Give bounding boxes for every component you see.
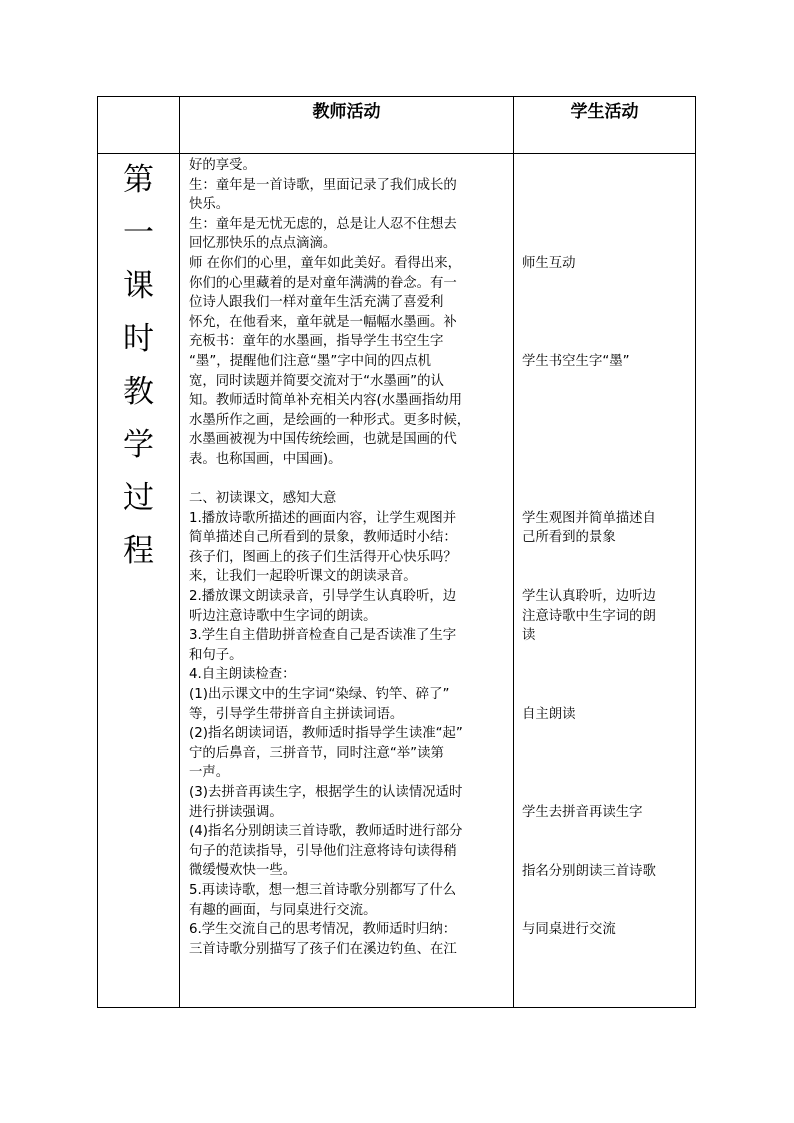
teacher-text-line: 来，让我们一起聆听课文的朗读录音。 <box>189 569 417 585</box>
student-activity-line: 师生互动 <box>522 256 576 271</box>
teacher-text-line: 宁的后鼻音，三拼音节，同时注意“举”读第 <box>189 745 444 761</box>
teacher-text-line: 和句子。 <box>189 647 243 663</box>
teacher-text-line: (4)指名分别朗读三首诗歌，教师适时进行部分 <box>189 824 463 840</box>
teacher-text-line: 三首诗歌分别描写了孩子们在溪边钓鱼、在江 <box>189 941 457 957</box>
teacher-text-line: 师 在你们的心里，童年如此美好。看得出来， <box>189 255 462 271</box>
student-activity-line: 与同桌进行交流 <box>522 922 616 938</box>
teacher-text-line: 3.学生自主借助拼音检查自己是否读准了生字 <box>189 628 457 644</box>
lesson-table <box>97 96 696 1008</box>
student-activity-line: 指名分别朗读三首诗歌 <box>522 863 656 879</box>
student-activity-item <box>522 862 692 882</box>
side-title-char: 时 <box>123 321 154 357</box>
teacher-text-line: 充板书：童年的水墨画，指导学生书空生字 <box>189 334 444 350</box>
teacher-text-line: 听边注意诗歌中生字词的朗读。 <box>189 608 377 624</box>
teacher-text-line: 宽，同时读题并简要交流对于“水墨画”的认 <box>189 373 444 389</box>
header-teacher-activity: 教师活动 <box>180 97 514 154</box>
teacher-text-line: 生：童年是无忧无虑的，总是让人忍不住想去 <box>189 216 457 232</box>
student-activity-item <box>522 254 692 274</box>
teacher-text-line: (3)去拼音再读生字，根据学生的认读情况适时 <box>189 785 463 800</box>
student-activity-line: 己所看到的景象 <box>522 530 616 546</box>
student-activity-line: 学生去拼音再读生字 <box>522 804 643 820</box>
teacher-text-line: 进行拼读强调。 <box>189 804 283 820</box>
teacher-text-line: 快乐。 <box>189 197 230 213</box>
teacher-text-line: 微缓慢欢快一些。 <box>189 863 297 879</box>
student-activity-item <box>522 352 692 372</box>
student-activity-cell <box>514 154 696 1008</box>
student-activity-item <box>522 587 692 646</box>
teacher-text-line: 5.再读诗歌，想一想三首诗歌分别都写了什么 <box>189 882 457 898</box>
teacher-text-line: 2.播放课文朗读录音，引导学生认真聆听，边 <box>189 589 457 605</box>
header-blank-cell <box>98 97 180 154</box>
student-activity-line: 学生认真聆听，边听边 <box>522 589 656 605</box>
student-activity-line: 学生书空生字“墨” <box>522 354 630 369</box>
teacher-text-line: (1)出示课文中的生字词“染绿、钓竿、碎了” <box>189 687 450 703</box>
teacher-text-line: 知。教师适时简单补充相关内容(水墨画指幼用 <box>189 393 463 409</box>
teacher-text-line: 句子的范读指导，引导他们注意将诗句读得稍 <box>189 843 457 859</box>
teacher-text-line: 等，引导学生带拼音自主拼读词语。 <box>189 706 404 722</box>
teacher-text-line: 孩子们，图画上的孩子们生活得开心快乐吗？ <box>189 549 457 565</box>
content-row <box>98 154 696 1008</box>
teacher-text-line: 有趣的画面，与同桌进行交流。 <box>189 902 377 918</box>
header-row <box>98 97 696 154</box>
teacher-text-line: (2)指名朗读词语，教师适时指导学生读准“起” <box>189 726 463 742</box>
student-activity-item <box>522 705 692 725</box>
student-activity-item <box>522 803 692 823</box>
teacher-text-line <box>189 470 509 490</box>
teacher-activity-text <box>180 154 513 959</box>
teacher-text-line: 位诗人跟我们一样对童年生活充满了喜爱利 <box>189 295 444 311</box>
header-student-activity: 学生活动 <box>514 97 696 154</box>
side-title <box>119 154 159 578</box>
teacher-text-line: 简单描述自己所看到的景象，教师适时小结： <box>189 530 457 546</box>
teacher-text-line: 表。也称国画，中国画)。 <box>189 451 342 467</box>
teacher-text-line: 水墨所作之画，是绘画的一种形式。更多时候， <box>189 412 471 428</box>
teacher-text-line: 6.学生交流自己的思考情况，教师适时归纳： <box>189 922 457 938</box>
teacher-text-line: 好的享受。 <box>189 158 256 173</box>
teacher-activity-cell <box>180 154 514 1008</box>
side-title-char: 学 <box>123 427 154 463</box>
teacher-text-line: 回忆那快乐的点点滴滴。 <box>189 236 337 252</box>
side-title-char: 程 <box>123 533 154 569</box>
teacher-text-line: 1.播放诗歌所描述的画面内容，让学生观图并 <box>189 510 457 526</box>
side-title-char: 教 <box>123 374 154 410</box>
side-title-char: 过 <box>123 480 154 516</box>
teacher-text-line: 二、初读课文，感知大意 <box>189 491 337 507</box>
teacher-text-line: “墨”，提醒他们注意“墨”字中间的四点机 <box>189 353 431 369</box>
side-title-cell <box>98 154 180 1008</box>
side-title-char: 一 <box>123 215 154 251</box>
side-title-char: 第 <box>123 162 154 198</box>
student-activity-line: 自主朗读 <box>522 706 576 722</box>
teacher-text-line: 水墨画被视为中国传统绘画，也就是国画的代 <box>189 432 457 448</box>
teacher-text-line: 生：童年是一首诗歌，里面记录了我们成长的 <box>189 177 457 193</box>
teacher-text-line: 怀允，在他看来，童年就是一幅幅水墨画。补 <box>189 314 457 330</box>
student-activity-item <box>522 920 692 940</box>
student-activity-line: 学生观图并简单描述自 <box>522 510 656 526</box>
teacher-text-line: 一声。 <box>189 765 230 781</box>
student-activity-line: 读 <box>522 628 536 644</box>
student-activity-line: 注意诗歌中生字词的朗 <box>522 608 656 624</box>
student-activity-item <box>522 509 692 548</box>
teacher-text-line: 你们的心里藏着的是对童年满满的眷念。有一 <box>189 275 457 291</box>
teacher-text-line: 4.自主朗读检查： <box>189 667 296 683</box>
side-title-char: 课 <box>123 268 154 304</box>
